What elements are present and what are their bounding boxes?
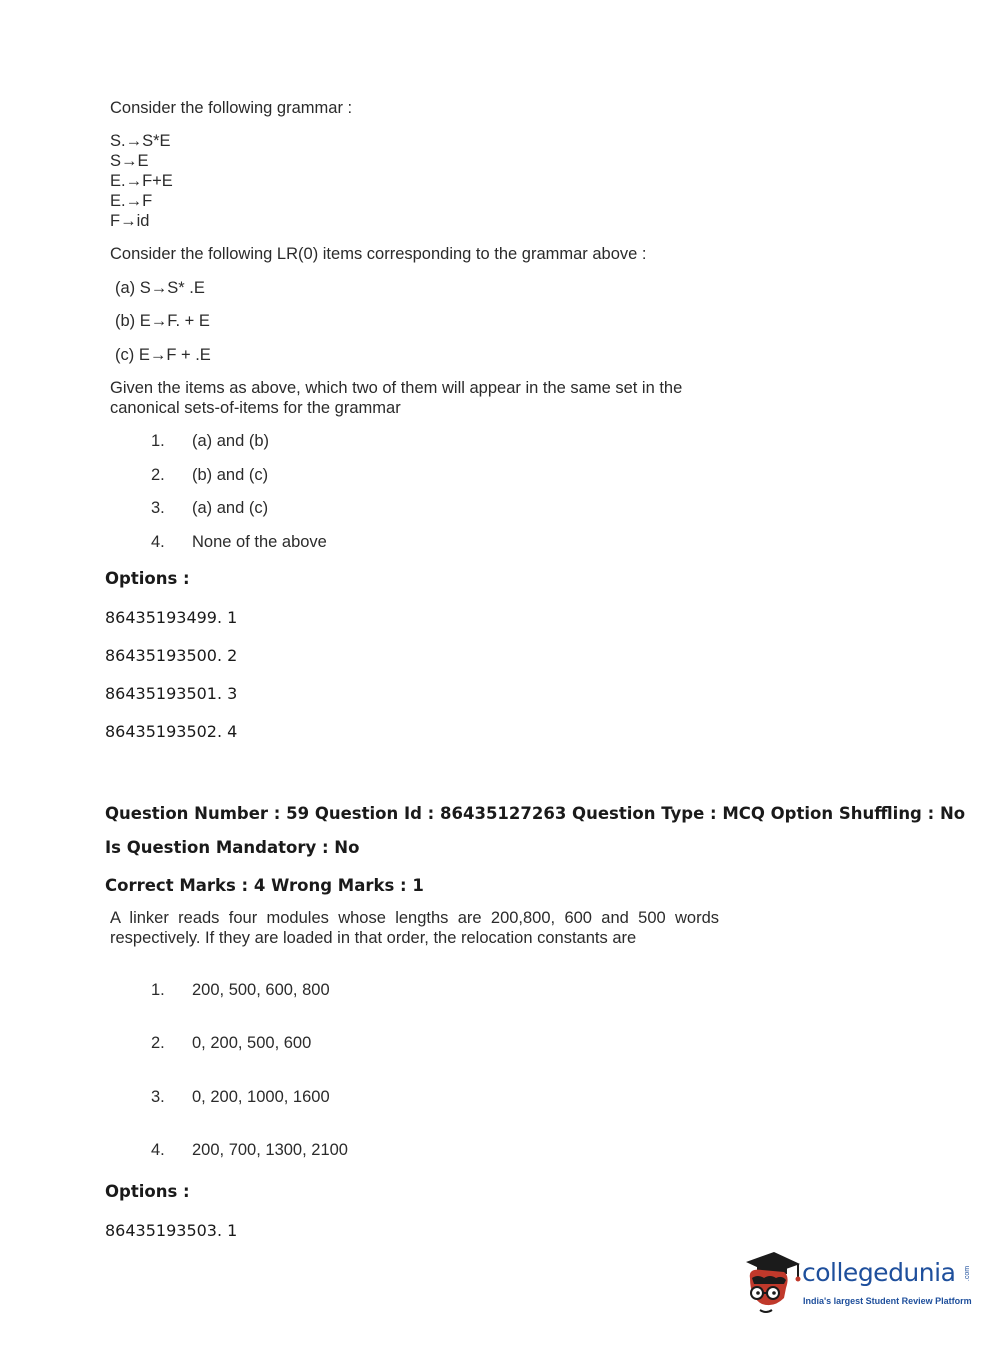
question-text: A linker reads four modules whose lengths are 200,800, 600 and 500 words respectively. If they are loaded in that order, the relocation constants are [110,909,719,947]
option-id: 86435193502. 4 [105,722,238,741]
lr-item-a: (a) S→S* .E [115,279,205,297]
choice-number: 2. [151,1034,165,1052]
choice-text: 200, 500, 600, 800 [192,981,330,999]
question-text-line-2: canonical sets-of-items for the grammar [110,399,401,417]
choice-number: 2. [151,466,165,484]
choice-text: (a) and (b) [192,432,270,450]
logo-wordmark: collegedunia [802,1258,956,1287]
production-2: S→E [110,152,149,170]
choice-text: 200, 700, 1300, 2100 [192,1141,348,1159]
question-marks: Correct Marks : 4 Wrong Marks : 1 [105,876,424,895]
choice-text: None of the above [192,533,327,551]
logo-tagline: India's largest Student Review Platform [803,1296,972,1306]
choice-text: 0, 200, 500, 600 [192,1034,312,1052]
production-1: S.→S*E [110,132,171,150]
option-id: 86435193499. 1 [105,608,238,627]
items-intro: Consider the following LR(0) items corresponding to the grammar above : [110,245,647,263]
option-id: 86435193501. 3 [105,684,238,703]
question-text-line-1: Given the items as above, which two of them will appear in the same set in the [110,379,683,397]
choice-text: (b) and (c) [192,466,269,484]
lr-item-b: (b) E→F. + E [115,312,210,330]
collegedunia-logo[interactable] [740,1248,980,1318]
choice-number: 1. [151,432,165,450]
choice-number: 3. [151,499,165,517]
question-header: Question Number : 59 Question Id : 86435127263 Question Type : MCQ Option Shuffling : No [105,804,966,823]
choice-number: 4. [151,533,165,551]
question-mandatory: Is Question Mandatory : No [105,838,360,857]
options-label: Options : [105,1182,190,1201]
mascot-icon [740,1248,802,1318]
production-5: F→id [110,212,150,230]
option-id: 86435193500. 2 [105,646,238,665]
options-label: Options : [105,569,190,588]
production-4: E.→F [110,192,153,210]
grammar-intro: Consider the following grammar : [110,99,353,117]
choice-text: 0, 200, 1000, 1600 [192,1088,330,1106]
production-3: E.→F+E [110,172,173,190]
option-id: 86435193503. 1 [105,1221,238,1240]
logo-domain-suffix: .com [964,1265,972,1282]
choice-text: (a) and (c) [192,499,269,517]
choice-number: 4. [151,1141,165,1159]
choice-number: 3. [151,1088,165,1106]
lr-item-c: (c) E→F + .E [115,346,211,364]
choice-number: 1. [151,981,165,999]
